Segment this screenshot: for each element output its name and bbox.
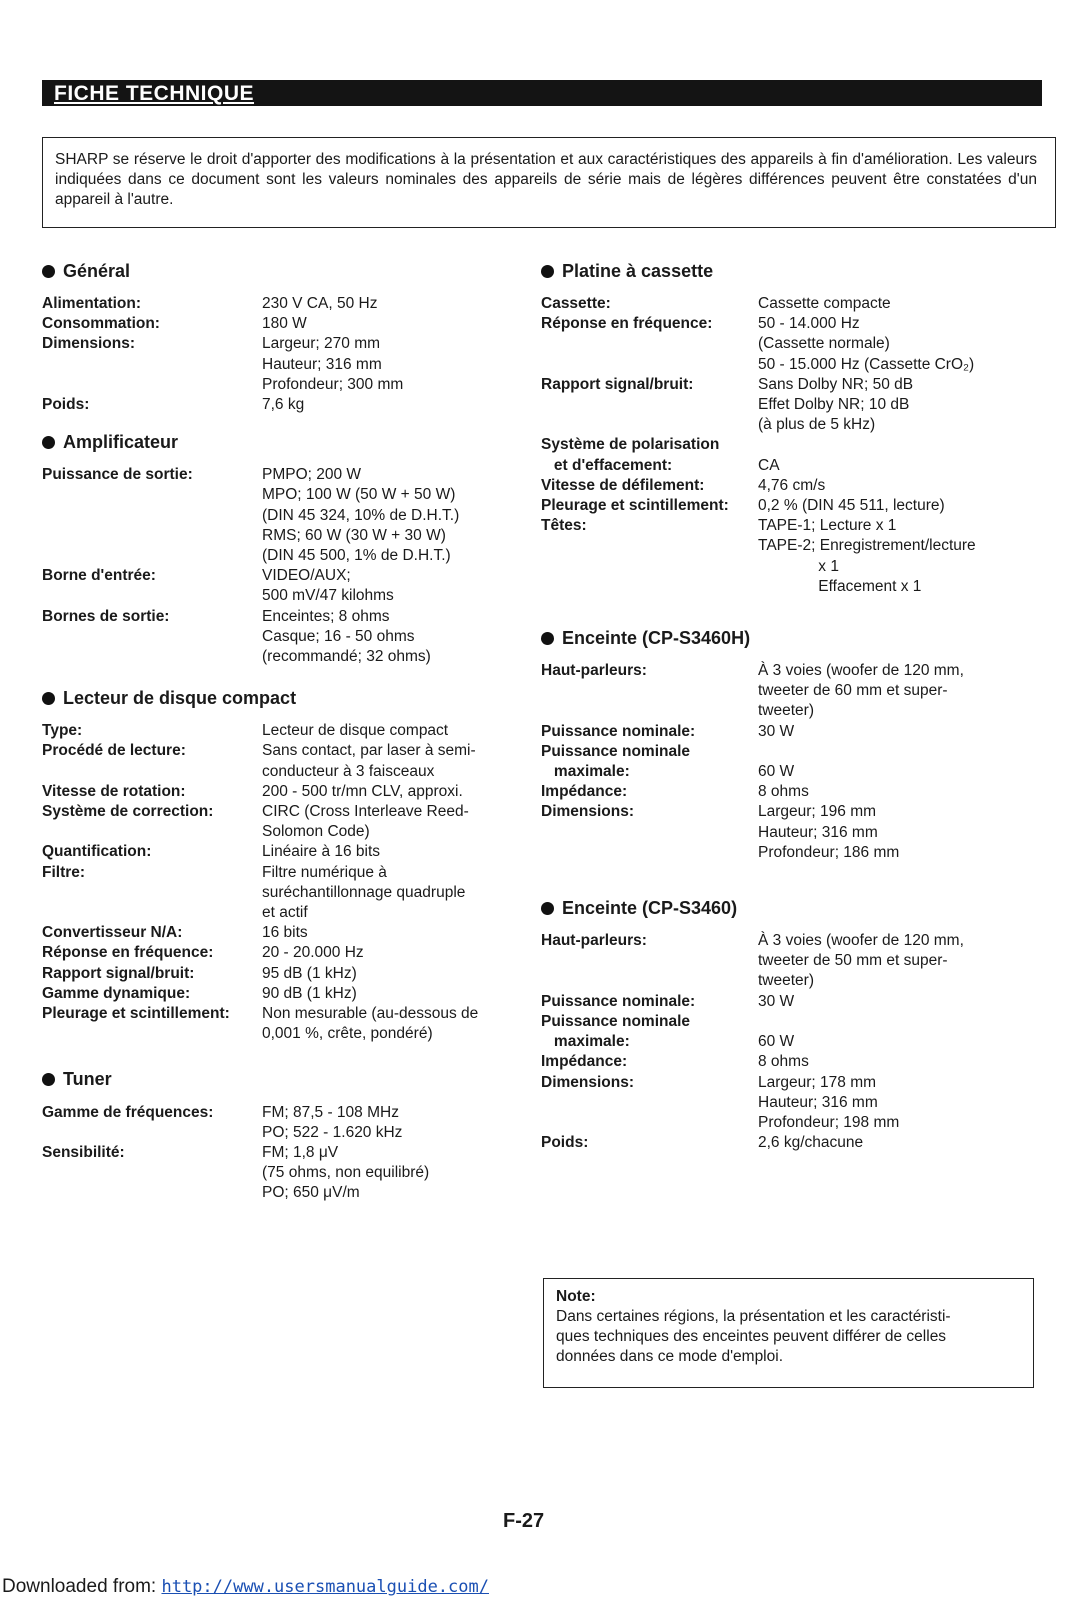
header-bar — [42, 80, 1042, 106]
bullet-icon — [42, 1073, 55, 1086]
spec-value-line: Hauteur; 316 mm — [758, 1093, 878, 1111]
spec-row — [42, 943, 522, 963]
spec-value-line: Non mesurable (au-dessous de — [262, 1005, 479, 1023]
spec-label: Convertisseur N/A: — [42, 924, 183, 942]
spec-row — [42, 465, 522, 566]
spec-value-line: À 3 voies (woofer de 120 mm, — [758, 932, 964, 950]
section-title: Général — [63, 260, 131, 281]
spec-row — [541, 1052, 1026, 1072]
spec-value-line: Profondeur; 300 mm — [262, 375, 404, 393]
section-enceinte-s3460 — [541, 897, 1026, 1153]
section-platine-cassette — [541, 260, 1026, 597]
spec-value — [262, 607, 431, 668]
spec-label: Réponse en fréquence: — [541, 315, 713, 333]
spec-row — [42, 1143, 522, 1204]
spec-value-line: MPO; 100 W (50 W + 50 W) — [262, 486, 456, 504]
spec-value — [262, 782, 463, 802]
spec-row — [42, 721, 522, 741]
spec-value-line: 2,6 kg/chacune — [758, 1134, 864, 1152]
spec-value — [758, 435, 780, 475]
page-title: FICHE TECHNIQUE — [54, 82, 255, 105]
spec-row — [42, 984, 522, 1004]
spec-value — [758, 661, 964, 722]
spec-value — [262, 395, 304, 415]
section-title: Tuner — [63, 1069, 112, 1089]
section-heading — [42, 687, 522, 709]
spec-value-line: Largeur; 196 mm — [758, 803, 877, 821]
spec-row — [541, 1133, 1026, 1153]
spec-value-line: 60 W — [758, 1033, 795, 1051]
page-number: F-27 — [503, 1510, 545, 1532]
spec-value-line: TAPE-2; Enregistrement/lecture — [758, 537, 976, 555]
spec-label: Système de polarisation et d'effacement: — [541, 436, 720, 474]
section-heading — [42, 260, 522, 282]
spec-value — [262, 334, 403, 395]
spec-value — [758, 722, 794, 742]
spec-row — [42, 782, 522, 802]
section-heading — [541, 627, 1026, 649]
spec-value — [758, 1012, 794, 1052]
spec-label: Système de correction: — [42, 803, 214, 821]
note-title: Note: — [556, 1288, 596, 1305]
spec-value-line: À 3 voies (woofer de 120 mm, — [758, 662, 964, 680]
spec-value-line: 8 ohms — [758, 1053, 809, 1071]
spec-label: Impédance: — [541, 1053, 628, 1071]
spec-value-line: x 1 — [758, 557, 839, 575]
spec-value-line: Hauteur; 316 mm — [262, 355, 382, 373]
spec-value-line: PO; 522 - 1.620 kHz — [262, 1123, 403, 1141]
spec-row — [541, 802, 1026, 863]
spec-row — [541, 294, 1026, 314]
download-footer — [2, 1576, 489, 1598]
spec-value-line: 20 - 20.000 Hz — [262, 944, 364, 962]
spec-row — [42, 566, 522, 606]
spec-label: Gamme dynamique: — [42, 984, 191, 1002]
spec-label: Dimensions: — [42, 335, 136, 353]
spec-value-line: 30 W — [758, 722, 795, 740]
spec-value-line: Filtre numérique à — [262, 863, 387, 881]
spec-value-line: Sans Dolby NR; 50 dB — [758, 375, 914, 393]
spec-label: Sensibilité: — [42, 1143, 125, 1161]
spec-value — [262, 314, 307, 334]
spec-value — [758, 294, 891, 314]
spec-row — [541, 516, 1026, 597]
spec-label: Haut-parleurs: — [541, 662, 647, 680]
section-general — [42, 260, 522, 415]
spec-label: Puissance de sortie: — [42, 466, 193, 484]
spec-value — [758, 476, 825, 496]
spec-row — [541, 992, 1026, 1012]
spec-value-line: (recommandé; 32 ohms) — [262, 648, 431, 666]
spec-value-line: tweeter) — [758, 972, 814, 990]
spec-label: Borne d'entrée: — [42, 567, 156, 585]
spec-value — [262, 863, 465, 924]
spec-label: Puissance nominale maximale: — [541, 1012, 691, 1051]
spec-value-line: Casque; 16 - 50 ohms — [262, 627, 415, 645]
spec-value — [262, 741, 476, 781]
spec-row — [541, 782, 1026, 802]
spec-value-line: Lecteur de disque compact — [262, 722, 449, 740]
section-title: Amplificateur — [63, 431, 179, 452]
spec-row — [42, 842, 522, 862]
section-heading — [541, 897, 1026, 919]
spec-row — [42, 1004, 522, 1044]
spec-row — [541, 1012, 1026, 1052]
spec-label: Rapport signal/bruit: — [541, 375, 694, 393]
spec-value — [758, 992, 794, 1012]
spec-value-line: 500 mV/47 kilohms — [262, 587, 394, 605]
spec-label: Pleurage et scintillement: — [541, 497, 729, 515]
spec-value-line: Profondeur; 186 mm — [758, 843, 900, 861]
spec-value-line — [758, 742, 794, 762]
spec-value-line: PMPO; 200 W — [262, 466, 362, 484]
section-title: Platine à cassette — [562, 260, 714, 281]
spec-value — [758, 1073, 899, 1134]
spec-value-line: FM; 1,8 μV — [262, 1143, 339, 1161]
spec-label: Haut-parleurs: — [541, 932, 647, 950]
spec-label: Consommation: — [42, 315, 160, 333]
spec-row — [42, 314, 522, 334]
spec-value — [262, 1143, 429, 1204]
spec-value-line: (à plus de 5 kHz) — [758, 416, 876, 434]
spec-label: Procédé de lecture: — [42, 742, 186, 760]
spec-value-line: Largeur; 270 mm — [262, 335, 381, 353]
spec-value-line: FM; 87,5 - 108 MHz — [262, 1103, 399, 1121]
right-column — [541, 260, 1026, 1169]
bullet-icon — [42, 265, 55, 278]
section-amplificateur — [42, 431, 522, 667]
spec-row — [541, 314, 1026, 375]
spec-value — [262, 1004, 478, 1044]
spec-label: Cassette: — [541, 295, 611, 312]
spec-value-line: conducteur à 3 faisceaux — [262, 762, 435, 780]
spec-label: Dimensions: — [541, 1073, 635, 1091]
spec-row — [541, 742, 1026, 782]
spec-label: Réponse en fréquence: — [42, 944, 214, 962]
spec-value-line: 50 - 15.000 Hz (Cassette CrO₂) — [758, 355, 975, 373]
spec-value-line: PO; 650 μV/m — [262, 1184, 360, 1202]
spec-value-line: 16 bits — [262, 924, 308, 942]
spec-value-line: RMS; 60 W (30 W + 30 W) — [262, 526, 446, 544]
spec-row — [42, 395, 522, 415]
spec-label: Vitesse de défilement: — [541, 476, 705, 494]
spec-value-line — [758, 435, 780, 455]
spec-row — [541, 661, 1026, 722]
spec-value-line: Effet Dolby NR; 10 dB — [758, 396, 910, 414]
spec-row — [541, 931, 1026, 992]
bullet-icon — [42, 436, 55, 449]
spec-value-line: Hauteur; 316 mm — [758, 823, 878, 841]
spec-row — [541, 496, 1026, 516]
spec-row — [42, 334, 522, 395]
spec-label: Type: — [42, 722, 83, 740]
spec-label: Poids: — [541, 1134, 589, 1152]
spec-value — [758, 1052, 809, 1072]
spec-value-line: CA — [758, 456, 780, 474]
spec-value — [758, 516, 976, 597]
spec-value-line: tweeter) — [758, 702, 814, 720]
spec-value — [262, 984, 357, 1004]
spec-label: Têtes: — [541, 517, 587, 535]
spec-value-line: 180 W — [262, 315, 307, 333]
spec-row — [42, 607, 522, 668]
spec-row — [541, 1073, 1026, 1134]
spec-row — [541, 375, 1026, 436]
spec-value — [262, 802, 469, 842]
spec-row — [42, 741, 522, 781]
spec-value-line: Linéaire à 16 bits — [262, 843, 381, 861]
spec-label: Filtre: — [42, 863, 86, 881]
spec-label: Impédance: — [541, 783, 628, 801]
spec-row — [42, 923, 522, 943]
spec-row — [42, 294, 522, 314]
spec-value — [262, 923, 308, 943]
spec-value-line: TAPE-1; Lecture x 1 — [758, 517, 897, 535]
spec-value-line: (Cassette normale) — [758, 335, 890, 353]
spec-value — [758, 314, 974, 375]
section-enceinte-s3460h — [541, 627, 1026, 863]
spec-value-line: 95 dB (1 kHz) — [262, 964, 357, 982]
section-title: Enceinte (CP-S3460) — [562, 897, 738, 918]
spec-value — [758, 496, 945, 516]
note-box — [543, 1278, 1034, 1388]
spec-value-line: Solomon Code) — [262, 823, 370, 841]
left-column — [42, 260, 522, 1220]
spec-label: Poids: — [42, 396, 90, 414]
spec-row — [541, 435, 1026, 475]
spec-row — [42, 863, 522, 924]
spec-value — [758, 742, 794, 782]
spec-label: Alimentation: — [42, 295, 142, 312]
spec-value-line: suréchantillonnage quadruple — [262, 883, 466, 901]
spec-value — [262, 294, 377, 314]
spec-value-line: 60 W — [758, 763, 795, 781]
spec-row — [541, 476, 1026, 496]
spec-label: Dimensions: — [541, 803, 635, 821]
spec-value-line: 4,76 cm/s — [758, 476, 826, 494]
spec-value-line: 0,001 %, crête, pondéré) — [262, 1025, 433, 1043]
spec-label: Bornes de sortie: — [42, 607, 170, 625]
spec-value — [758, 1133, 863, 1153]
note-line: ques techniques des enceintes peuvent différer de celles — [556, 1328, 947, 1345]
spec-value — [758, 802, 899, 863]
spec-value-line — [758, 1012, 794, 1032]
note-line: Dans certaines régions, la présentation et les caractéristi- — [556, 1308, 951, 1325]
spec-value-line: 30 W — [758, 992, 795, 1010]
spec-row — [42, 802, 522, 842]
spec-value-line: (DIN 45 324, 10% de D.H.T.) — [262, 506, 460, 524]
spec-value — [262, 721, 448, 741]
bullet-icon — [42, 692, 55, 705]
spec-value-line: CIRC (Cross Interleave Reed- — [262, 803, 469, 821]
spec-value-line: (75 ohms, non equilibré) — [262, 1164, 430, 1182]
spec-label: Puissance nominale maximale: — [541, 742, 691, 781]
spec-value-line: 50 - 14.000 Hz — [758, 315, 860, 333]
spec-value-line: 230 V CA, 50 Hz — [262, 295, 378, 312]
note-line: données dans ce mode d'emploi. — [556, 1348, 783, 1365]
spec-value-line: Cassette compacte — [758, 295, 891, 312]
spec-value — [758, 782, 809, 802]
spec-label: Rapport signal/bruit: — [42, 964, 195, 982]
spec-row — [42, 964, 522, 984]
spec-value-line: et actif — [262, 904, 308, 922]
bullet-icon — [541, 632, 554, 645]
footer-prefix: Downloaded from: — [2, 1576, 162, 1597]
spec-value-line: Enceintes; 8 ohms — [262, 607, 390, 625]
spec-value-line: Largeur; 178 mm — [758, 1073, 877, 1091]
spec-label: Vitesse de rotation: — [42, 782, 186, 800]
section-heading — [42, 1069, 522, 1091]
spec-label: Quantification: — [42, 843, 152, 861]
spec-value-line: (DIN 45 500, 1% de D.H.T.) — [262, 547, 451, 565]
spec-value-line: Profondeur; 198 mm — [758, 1113, 900, 1131]
spec-value — [758, 375, 913, 436]
spec-value-line: tweeter de 50 mm et super- — [758, 952, 948, 970]
spec-value-line: VIDEO/AUX; — [262, 567, 351, 585]
spec-label: Puissance nominale: — [541, 992, 696, 1010]
spec-value — [262, 1103, 402, 1143]
disclaimer-text: SHARP se réserve le droit d'apporter des modifications à la présentation et aux caractéristiques des appareils à fin d'amélioration. Les valeurs indiquées dans ce document sont les valeurs nominales des appareils de série mais de légères différences peuvent être constatées d'un appareil à l'autre. — [55, 151, 1037, 208]
section-heading — [541, 260, 1026, 282]
section-title: Lecteur de disque compact — [63, 687, 297, 708]
spec-value — [262, 964, 357, 984]
section-lecteur-cd — [42, 687, 522, 1044]
section-title: Enceinte (CP-S3460H) — [562, 627, 751, 648]
spec-value — [758, 931, 964, 992]
spec-row — [42, 1103, 522, 1143]
footer-link[interactable]: http://www.usersmanualguide.com/ — [161, 1577, 489, 1597]
spec-value-line: Sans contact, par laser à semi- — [262, 742, 476, 760]
bullet-icon — [541, 265, 554, 278]
spec-value-line: 90 dB (1 kHz) — [262, 984, 357, 1002]
spec-value-line: tweeter de 60 mm et super- — [758, 682, 948, 700]
section-tuner — [42, 1069, 522, 1204]
spec-row — [541, 722, 1026, 742]
spec-value — [262, 566, 394, 606]
spec-value — [262, 465, 459, 566]
bullet-icon — [541, 902, 554, 915]
spec-value-line: 7,6 kg — [262, 396, 305, 414]
section-heading — [42, 431, 522, 453]
spec-value-line: 200 - 500 tr/mn CLV, approxi. — [262, 782, 463, 800]
spec-value — [262, 943, 364, 963]
disclaimer-box — [42, 137, 1056, 228]
spec-label: Puissance nominale: — [541, 722, 696, 740]
spec-value-line: Effacement x 1 — [758, 577, 922, 595]
spec-label: Pleurage et scintillement: — [42, 1005, 230, 1023]
spec-value-line: 8 ohms — [758, 783, 809, 801]
spec-label: Gamme de fréquences: — [42, 1103, 214, 1121]
spec-value-line: 0,2 % (DIN 45 511, lecture) — [758, 497, 945, 515]
spec-value — [262, 842, 380, 862]
